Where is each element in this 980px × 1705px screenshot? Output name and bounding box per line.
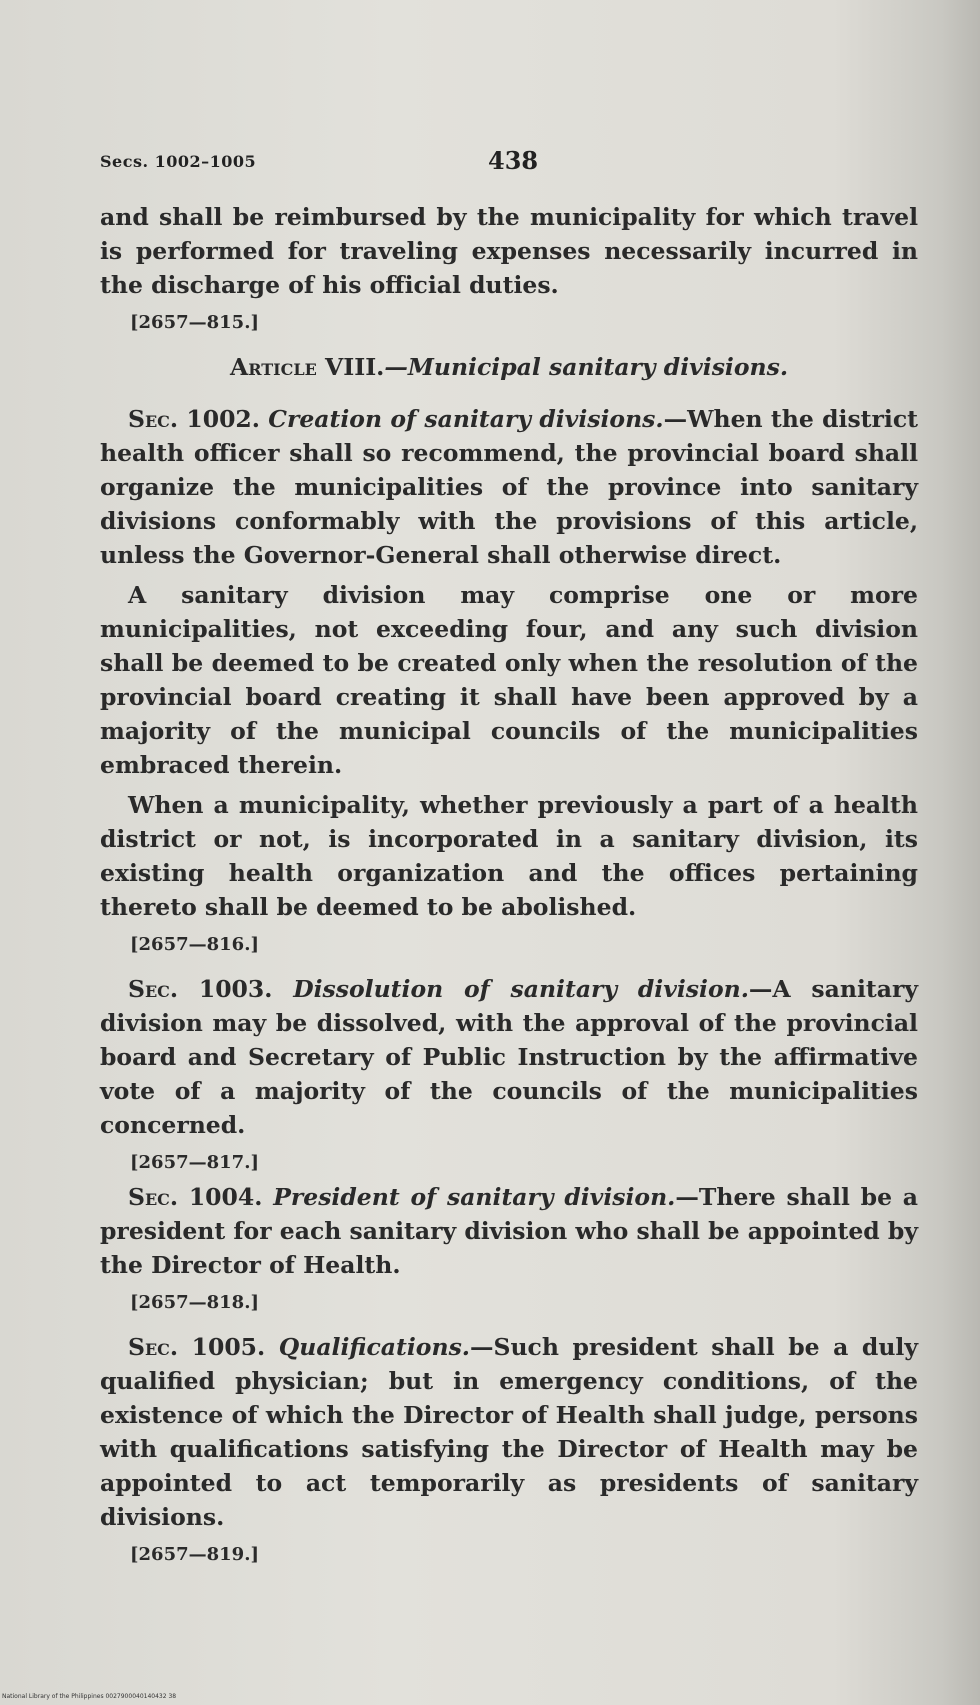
- section-1004-paragraph: [100, 1180, 918, 1282]
- section-1004-citation: [2657—818.]: [130, 1292, 259, 1313]
- page-number: 438: [488, 146, 539, 175]
- article-label: Article VIII.: [229, 353, 385, 381]
- section-1005-citation: [2657—819.]: [130, 1544, 259, 1565]
- section-title: President of sanitary division.: [273, 1183, 676, 1211]
- section-title: Qualifications.: [278, 1333, 470, 1361]
- intro-paragraph: and shall be reimbursed by the municipality for which travel is performed for traveling expenses necessarily incurred in the discharge of his official duties.: [100, 203, 918, 299]
- section-number: Sec. 1002.: [128, 405, 260, 433]
- section-text: —Such president shall be a duly qualified physician; but in emergency conditions, of the existence of which the Director of Health shall judge, persons with qualifications satisfying the Director of Health may be appointed to act temporarily as presidents of sanitary divisions.: [100, 1333, 918, 1531]
- intro-citation: [2657—815.]: [130, 312, 259, 333]
- section-1002-paragraph-3: When a municipality, whether previously a part of a health district or not, is incorporated in a sanitary division, its existing health organization and the offices pertaining thereto shall be deemed to be abolished.: [100, 791, 918, 921]
- article-heading: [100, 350, 918, 384]
- section-title: Dissolution of sanitary division.: [293, 975, 749, 1003]
- scan-footer: National Library of the Philippines 0027900040140432 38: [2, 1693, 177, 1700]
- section-number: Sec. 1003.: [128, 975, 273, 1003]
- section-number: Sec. 1005.: [128, 1333, 266, 1361]
- section-title: Creation of sanitary divisions.: [268, 405, 664, 433]
- section-text: —When the district health officer shall so recommend, the provincial board shall organize the municipalities of the province into sanitary divisions conformably with the provisions of this article, unless the Governor-General shall otherwise direct.: [100, 405, 918, 569]
- section-text: —A sanitary division may be dissolved, with the approval of the provincial board and Secretary of Public Instruction by the affirmative vote of a majority of the councils of the municipalities concerned.: [100, 975, 918, 1139]
- section-1003-paragraph: [100, 972, 918, 1142]
- section-number: Sec. 1004.: [128, 1183, 263, 1211]
- section-1002-paragraph-1: [100, 402, 918, 572]
- section-1003-citation: [2657—817.]: [130, 1152, 259, 1173]
- article-title: —Municipal sanitary divisions.: [384, 353, 789, 381]
- section-range: Secs. 1002–1005: [100, 152, 257, 171]
- section-1002-citation: [2657—816.]: [130, 934, 259, 955]
- page-header: [100, 148, 920, 178]
- section-1005-paragraph: [100, 1330, 918, 1534]
- body-text: [100, 200, 918, 1582]
- section-1002-paragraph-2: A sanitary division may comprise one or more municipalities, not exceeding four, and any such division shall be deemed to be created only when the resolution of the provincial board creating it shall have been approved by a majority of the municipal councils of the municipalities embraced therein.: [100, 581, 918, 779]
- section-text: —There shall be a president for each sanitary division who shall be appointed by the Director of Health.: [100, 1183, 918, 1279]
